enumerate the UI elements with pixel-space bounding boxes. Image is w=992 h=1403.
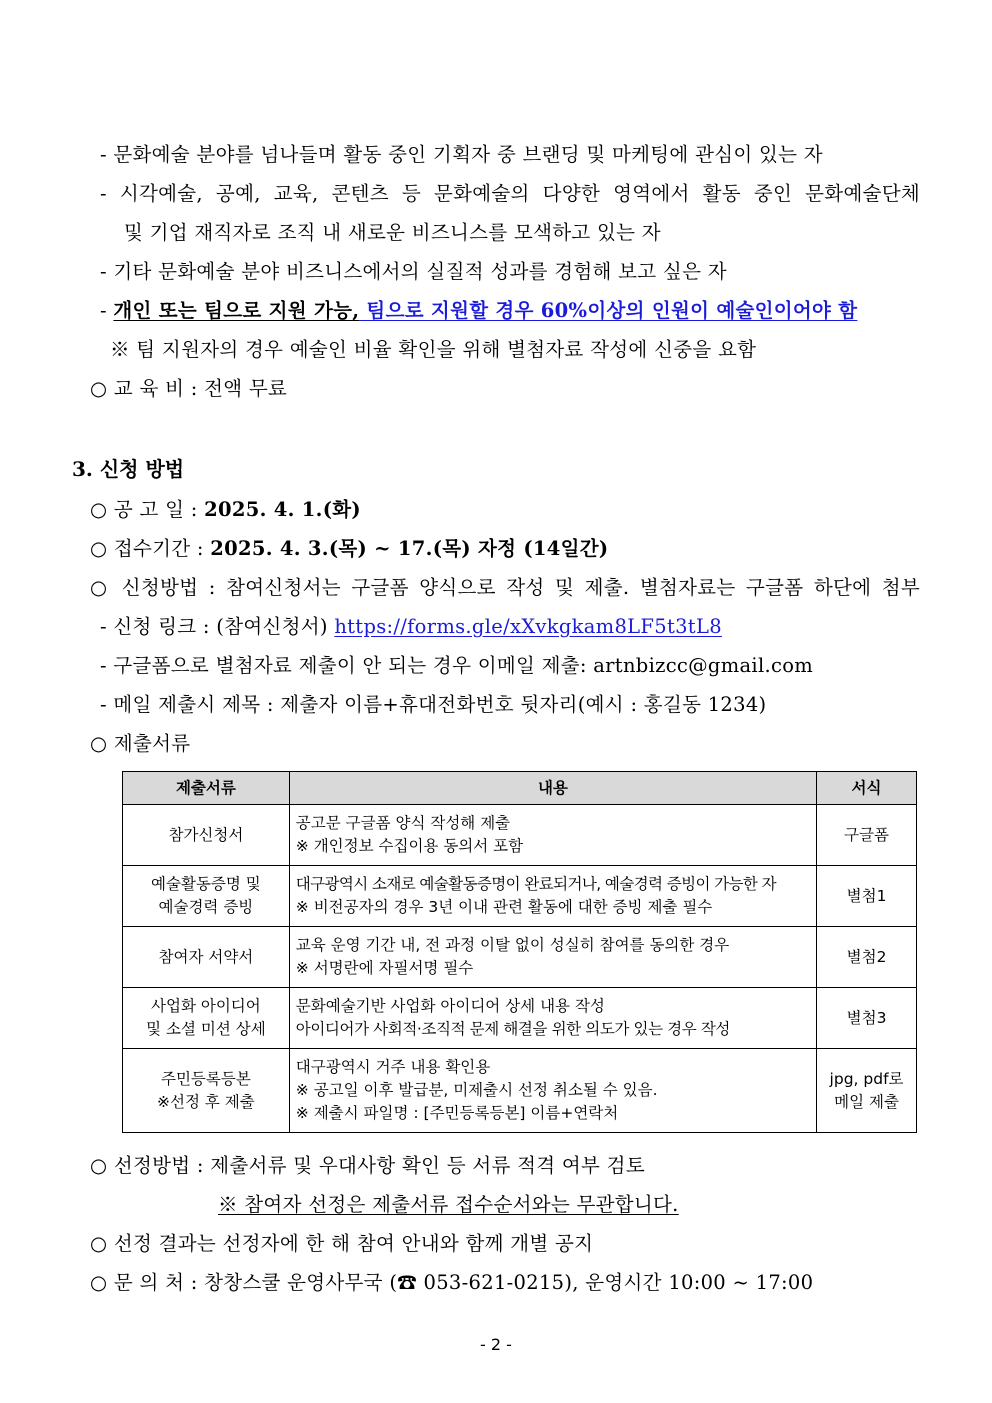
eligibility-item-2: - 시각예술, 공예, 교육, 콘텐츠 등 문화예술의 다양한 영역에서 활동 중인 문화예술단체: [100, 182, 920, 205]
application-period: [90, 533, 608, 561]
content-line: ※ 비전공자의 경우 3년 이내 관련 활동에 대한 증빙 제출 필수: [295, 898, 713, 916]
eligibility-item-2-cont: 및 기업 재직자로 조직 내 새로운 비즈니스를 모색하고 있는 자: [124, 221, 661, 244]
doc-name: [123, 805, 290, 866]
doc-name-line: 참가신청서: [168, 825, 244, 844]
notice-date: [90, 494, 361, 522]
table-row: [123, 866, 917, 927]
table-row: [123, 805, 917, 866]
submission-docs-table: [122, 771, 917, 1133]
application-method: ○ 신청방법 : 참여신청서는 구글폼 양식으로 작성 및 제출. 별첨자료는 구글폼 하단에 첨부: [90, 576, 920, 599]
content-line: 대구광역시 거주 내용 확인용: [295, 1058, 491, 1076]
doc-content: [289, 805, 816, 866]
format-line: 구글폼: [844, 825, 889, 844]
doc-name: [123, 988, 290, 1049]
content-line: 문화예술기반 사업화 아이디어 상세 내용 작성: [295, 997, 605, 1015]
team-note: ※ 팀 지원자의 경우 예술인 비율 확인을 위해 별첨자료 작성에 신중을 요함: [110, 338, 757, 361]
content-line: ※ 개인정보 수집이용 동의서 포함: [295, 837, 524, 855]
header-format: 서식: [817, 772, 917, 805]
period-value: 2025. 4. 3.(목) ~ 17.(목) 자정 (14일간): [210, 537, 609, 560]
link-label: - 신청 링크 : (참여신청서): [100, 615, 335, 638]
email-submission: - 구글폼으로 별첨자료 제출이 안 되는 경우 이메일 제출: artnbizcc@gmail.com: [100, 654, 814, 677]
content-line: ※ 공고일 이후 발급분, 미제출시 선정 취소될 수 있음.: [295, 1081, 658, 1099]
content-line: 교육 운영 기간 내, 전 과정 이탈 없이 성실히 참여를 동의한 경우: [295, 936, 730, 954]
doc-name-line: 참여자 서약서: [158, 947, 254, 966]
table-header-row: [123, 772, 917, 805]
tuition-fee: ○ 교 육 비 : 전액 무료: [90, 377, 288, 400]
doc-format: [817, 866, 917, 927]
doc-content: [289, 1049, 816, 1133]
period-label: ○ 접수기간 :: [90, 537, 211, 560]
content-line: ※ 서명란에 자필서명 필수: [295, 959, 474, 977]
doc-format: [817, 927, 917, 988]
selection-method: ○ 선정방법 : 제출서류 및 우대사항 확인 등 서류 적격 여부 검토: [90, 1154, 645, 1177]
notice-date-value: 2025. 4. 1.(화): [204, 498, 361, 521]
doc-name-line: ※선정 후 제출: [157, 1092, 255, 1111]
format-line: jpg, pdf로: [829, 1069, 904, 1088]
selection-result: ○ 선정 결과는 선정자에 한 해 참여 안내와 함께 개별 공지: [90, 1232, 594, 1255]
page-number: - 2 -: [480, 1335, 512, 1354]
section-title: 3. 신청 방법: [72, 457, 185, 481]
doc-name-line: 사업화 아이디어: [151, 997, 261, 1015]
table-row: [123, 1049, 917, 1133]
content-line: ※ 제출시 파일명 : [주민등록등본] 이름+연락처: [295, 1104, 619, 1122]
doc-name-line: 및 소셜 미션 상세: [146, 1020, 266, 1038]
table-row: [123, 927, 917, 988]
content-line: 대구광역시 소재로 예술활동증명이 완료되거나, 예술경력 증빙이 가능한 자: [295, 875, 776, 893]
content-line: 공고문 구글폼 양식 작성해 제출: [295, 814, 511, 832]
team-dash: -: [100, 299, 114, 322]
notice-label: ○ 공 고 일 :: [90, 498, 205, 521]
doc-name-line: 예술활동증명 및: [151, 875, 261, 893]
doc-name-line: 예술경력 증빙: [158, 898, 254, 916]
doc-name-line: 주민등록등본: [160, 1069, 251, 1088]
doc-name: [123, 927, 290, 988]
google-form-link[interactable]: https://forms.gle/xXvkgkam8LF5t3tL8: [334, 615, 722, 638]
eligibility-item-1: - 문화예술 분야를 넘나들며 활동 중인 기획자 중 브랜딩 및 마케팅에 관심이 있는 자: [100, 143, 823, 166]
eligibility-item-3: - 기타 문화예술 분야 비즈니스에서의 실질적 성과를 경험해 보고 싶은 자: [100, 260, 727, 283]
format-line: 별첨2: [846, 947, 887, 966]
doc-content: [289, 866, 816, 927]
application-link: [100, 611, 722, 639]
selection-note: ※ 참여자 선정은 제출서류 접수순서와는 무관합니다.: [218, 1193, 679, 1216]
doc-content: [289, 988, 816, 1049]
doc-format: [817, 805, 917, 866]
doc-name: [123, 866, 290, 927]
docs-label: ○ 제출서류: [90, 732, 191, 755]
team-bold: 개인 또는 팀으로 지원 가능,: [113, 299, 360, 322]
email-subject-rule: - 메일 제출시 제목 : 제출자 이름+휴대전화번호 뒷자리(예시 : 홍길동 1234): [100, 693, 767, 716]
doc-content: [289, 927, 816, 988]
doc-format: [817, 988, 917, 1049]
format-line: 메일 제출: [834, 1092, 899, 1111]
doc-name: [123, 1049, 290, 1133]
header-docs: 제출서류: [123, 772, 290, 805]
content-line: 아이디어가 사회적·조직적 문제 해결을 위한 의도가 있는 경우 작성: [295, 1020, 730, 1038]
header-content: 내용: [289, 772, 816, 805]
team-blue: 팀으로 지원할 경우 60%이상의 인원이 예술인이어야 함: [359, 299, 858, 322]
format-line: 별첨1: [846, 886, 887, 905]
doc-format: [817, 1049, 917, 1133]
team-condition: [100, 295, 857, 323]
table-row: [123, 988, 917, 1049]
format-line: 별첨3: [846, 1008, 887, 1027]
contact-info: ○ 문 의 처 : 창창스쿨 운영사무국 (☎ 053-621-0215), 운영시간 10:00 ~ 17:00: [90, 1271, 814, 1294]
